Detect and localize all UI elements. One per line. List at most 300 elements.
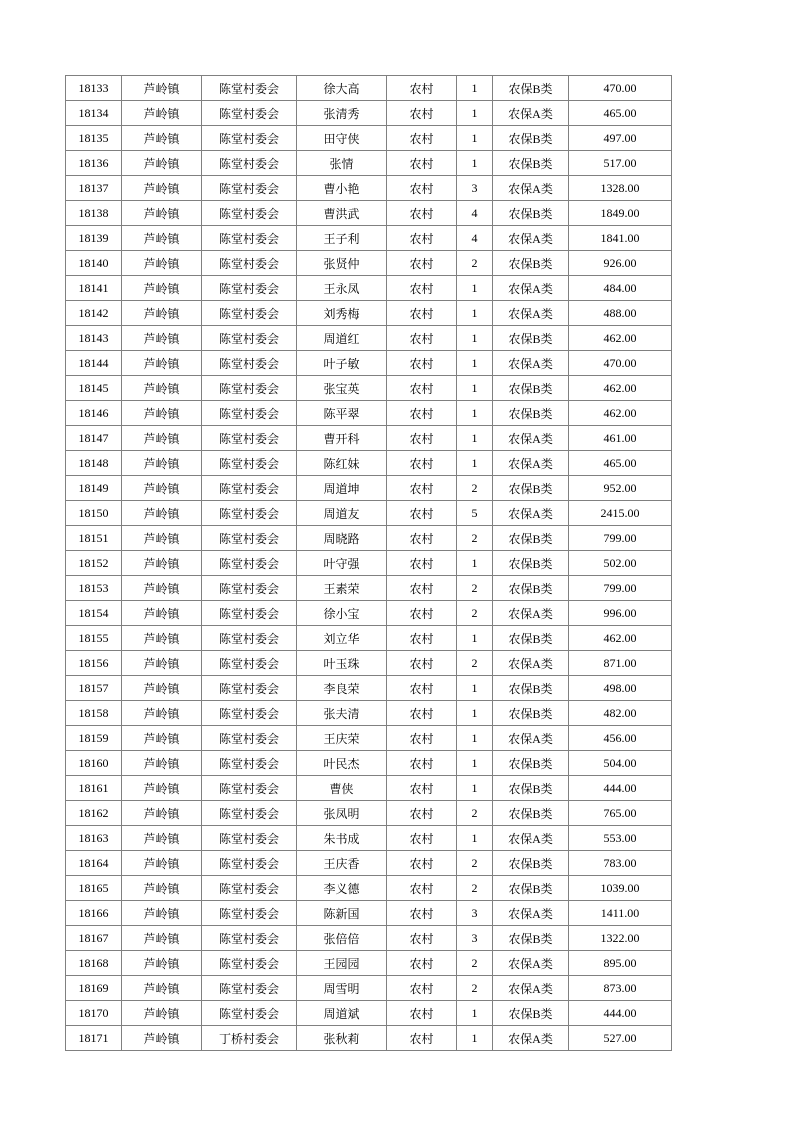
table-row [66,726,672,751]
insurance-category-cell: 农保B类 [493,551,569,576]
amount-cell: 465.00 [569,451,672,476]
serial-number-cell: 18164 [66,851,122,876]
person-name-cell: 张宝英 [297,376,387,401]
residence-type-cell: 农村 [387,276,457,301]
town-cell: 芦岭镇 [122,101,202,126]
residence-type-cell: 农村 [387,526,457,551]
village-committee-cell: 陈堂村委会 [202,276,297,301]
serial-number-cell: 18154 [66,601,122,626]
person-name-cell: 张凤明 [297,801,387,826]
person-name-cell: 王庆香 [297,851,387,876]
person-count-cell: 1 [457,726,493,751]
person-name-cell: 曹开科 [297,426,387,451]
serial-number-cell: 18141 [66,276,122,301]
town-cell: 芦岭镇 [122,826,202,851]
person-name-cell: 徐小宝 [297,601,387,626]
person-name-cell: 张贤仲 [297,251,387,276]
insurance-category-cell: 农保A类 [493,726,569,751]
table-row [66,476,672,501]
insurance-category-cell: 农保B类 [493,476,569,501]
payment-table [65,75,672,1051]
serial-number-cell: 18163 [66,826,122,851]
table-row [66,626,672,651]
residence-type-cell: 农村 [387,926,457,951]
amount-cell: 456.00 [569,726,672,751]
residence-type-cell: 农村 [387,651,457,676]
residence-type-cell: 农村 [387,676,457,701]
insurance-category-cell: 农保B类 [493,676,569,701]
insurance-category-cell: 农保A类 [493,826,569,851]
residence-type-cell: 农村 [387,601,457,626]
amount-cell: 871.00 [569,651,672,676]
town-cell: 芦岭镇 [122,526,202,551]
table-row [66,326,672,351]
amount-cell: 1841.00 [569,226,672,251]
amount-cell: 952.00 [569,476,672,501]
amount-cell: 1411.00 [569,901,672,926]
village-committee-cell: 陈堂村委会 [202,426,297,451]
amount-cell: 799.00 [569,576,672,601]
village-committee-cell: 陈堂村委会 [202,976,297,1001]
amount-cell: 444.00 [569,776,672,801]
village-committee-cell: 陈堂村委会 [202,1001,297,1026]
table-row [66,601,672,626]
town-cell: 芦岭镇 [122,126,202,151]
table-row [66,651,672,676]
residence-type-cell: 农村 [387,351,457,376]
residence-type-cell: 农村 [387,776,457,801]
amount-cell: 462.00 [569,626,672,651]
person-count-cell: 1 [457,701,493,726]
table-row [66,176,672,201]
person-name-cell: 曹侠 [297,776,387,801]
village-committee-cell: 陈堂村委会 [202,476,297,501]
serial-number-cell: 18170 [66,1001,122,1026]
residence-type-cell: 农村 [387,1001,457,1026]
table-row [66,926,672,951]
residence-type-cell: 农村 [387,951,457,976]
serial-number-cell: 18135 [66,126,122,151]
amount-cell: 461.00 [569,426,672,451]
village-committee-cell: 陈堂村委会 [202,901,297,926]
person-name-cell: 张清秀 [297,101,387,126]
amount-cell: 470.00 [569,76,672,101]
insurance-category-cell: 农保A类 [493,501,569,526]
amount-cell: 527.00 [569,1026,672,1051]
village-committee-cell: 陈堂村委会 [202,801,297,826]
person-name-cell: 张秋莉 [297,1026,387,1051]
table-row [66,201,672,226]
residence-type-cell: 农村 [387,801,457,826]
table-row [66,851,672,876]
serial-number-cell: 18156 [66,651,122,676]
serial-number-cell: 18166 [66,901,122,926]
amount-cell: 2415.00 [569,501,672,526]
serial-number-cell: 18168 [66,951,122,976]
village-committee-cell: 陈堂村委会 [202,726,297,751]
amount-cell: 517.00 [569,151,672,176]
amount-cell: 895.00 [569,951,672,976]
town-cell: 芦岭镇 [122,451,202,476]
amount-cell: 1849.00 [569,201,672,226]
table-row [66,501,672,526]
person-count-cell: 1 [457,751,493,776]
person-count-cell: 1 [457,426,493,451]
table-row [66,376,672,401]
serial-number-cell: 18162 [66,801,122,826]
town-cell: 芦岭镇 [122,726,202,751]
residence-type-cell: 农村 [387,101,457,126]
town-cell: 芦岭镇 [122,276,202,301]
village-committee-cell: 陈堂村委会 [202,151,297,176]
person-count-cell: 2 [457,476,493,501]
table-row [66,276,672,301]
town-cell: 芦岭镇 [122,601,202,626]
amount-cell: 498.00 [569,676,672,701]
amount-cell: 873.00 [569,976,672,1001]
serial-number-cell: 18159 [66,726,122,751]
person-name-cell: 王永凤 [297,276,387,301]
person-name-cell: 叶民杰 [297,751,387,776]
person-name-cell: 周雪明 [297,976,387,1001]
person-count-cell: 2 [457,976,493,1001]
residence-type-cell: 农村 [387,976,457,1001]
insurance-category-cell: 农保A类 [493,426,569,451]
person-count-cell: 2 [457,851,493,876]
person-name-cell: 叶玉珠 [297,651,387,676]
person-count-cell: 3 [457,926,493,951]
residence-type-cell: 农村 [387,576,457,601]
town-cell: 芦岭镇 [122,951,202,976]
insurance-category-cell: 农保A类 [493,951,569,976]
amount-cell: 1328.00 [569,176,672,201]
residence-type-cell: 农村 [387,726,457,751]
residence-type-cell: 农村 [387,151,457,176]
residence-type-cell: 农村 [387,751,457,776]
amount-cell: 504.00 [569,751,672,776]
person-name-cell: 刘立华 [297,626,387,651]
amount-cell: 465.00 [569,101,672,126]
insurance-category-cell: 农保B类 [493,326,569,351]
person-name-cell: 王子利 [297,226,387,251]
amount-cell: 783.00 [569,851,672,876]
person-count-cell: 2 [457,876,493,901]
person-count-cell: 1 [457,76,493,101]
village-committee-cell: 陈堂村委会 [202,76,297,101]
town-cell: 芦岭镇 [122,551,202,576]
serial-number-cell: 18150 [66,501,122,526]
table-row [66,751,672,776]
insurance-category-cell: 农保A类 [493,976,569,1001]
insurance-category-cell: 农保B类 [493,751,569,776]
person-name-cell: 陈平翠 [297,401,387,426]
insurance-category-cell: 农保B类 [493,201,569,226]
town-cell: 芦岭镇 [122,76,202,101]
table-row [66,251,672,276]
village-committee-cell: 陈堂村委会 [202,676,297,701]
table-row [66,976,672,1001]
table-row [66,401,672,426]
village-committee-cell: 陈堂村委会 [202,626,297,651]
table-row [66,901,672,926]
town-cell: 芦岭镇 [122,326,202,351]
town-cell: 芦岭镇 [122,901,202,926]
person-name-cell: 李良荣 [297,676,387,701]
serial-number-cell: 18165 [66,876,122,901]
person-name-cell: 陈新国 [297,901,387,926]
residence-type-cell: 农村 [387,1026,457,1051]
person-name-cell: 周道斌 [297,1001,387,1026]
person-count-cell: 1 [457,126,493,151]
serial-number-cell: 18152 [66,551,122,576]
person-name-cell: 李义德 [297,876,387,901]
village-committee-cell: 陈堂村委会 [202,576,297,601]
table-row [66,951,672,976]
village-committee-cell: 陈堂村委会 [202,551,297,576]
town-cell: 芦岭镇 [122,151,202,176]
person-count-cell: 5 [457,501,493,526]
residence-type-cell: 农村 [387,326,457,351]
amount-cell: 996.00 [569,601,672,626]
serial-number-cell: 18133 [66,76,122,101]
person-name-cell: 周道友 [297,501,387,526]
amount-cell: 488.00 [569,301,672,326]
table-body [66,76,672,1051]
town-cell: 芦岭镇 [122,926,202,951]
table-row [66,526,672,551]
village-committee-cell: 丁桥村委会 [202,1026,297,1051]
person-name-cell: 朱书成 [297,826,387,851]
table-row [66,301,672,326]
person-count-cell: 1 [457,326,493,351]
person-name-cell: 周道红 [297,326,387,351]
residence-type-cell: 农村 [387,401,457,426]
village-committee-cell: 陈堂村委会 [202,401,297,426]
town-cell: 芦岭镇 [122,401,202,426]
amount-cell: 502.00 [569,551,672,576]
town-cell: 芦岭镇 [122,301,202,326]
person-name-cell: 张夫清 [297,701,387,726]
amount-cell: 1322.00 [569,926,672,951]
town-cell: 芦岭镇 [122,501,202,526]
person-name-cell: 周道坤 [297,476,387,501]
residence-type-cell: 农村 [387,176,457,201]
insurance-category-cell: 农保B类 [493,526,569,551]
insurance-category-cell: 农保A类 [493,1026,569,1051]
serial-number-cell: 18136 [66,151,122,176]
person-name-cell: 周晓路 [297,526,387,551]
serial-number-cell: 18143 [66,326,122,351]
village-committee-cell: 陈堂村委会 [202,101,297,126]
residence-type-cell: 农村 [387,701,457,726]
person-count-cell: 1 [457,1026,493,1051]
table-row [66,101,672,126]
amount-cell: 926.00 [569,251,672,276]
amount-cell: 470.00 [569,351,672,376]
amount-cell: 765.00 [569,801,672,826]
insurance-category-cell: 农保A类 [493,276,569,301]
person-count-cell: 1 [457,676,493,701]
table-row [66,576,672,601]
village-committee-cell: 陈堂村委会 [202,751,297,776]
residence-type-cell: 农村 [387,76,457,101]
serial-number-cell: 18137 [66,176,122,201]
residence-type-cell: 农村 [387,201,457,226]
person-count-cell: 1 [457,551,493,576]
table-row [66,551,672,576]
amount-cell: 484.00 [569,276,672,301]
person-count-cell: 4 [457,226,493,251]
insurance-category-cell: 农保B类 [493,401,569,426]
person-count-cell: 2 [457,951,493,976]
table-row [66,776,672,801]
serial-number-cell: 18160 [66,751,122,776]
town-cell: 芦岭镇 [122,801,202,826]
table-row [66,676,672,701]
table-row [66,151,672,176]
insurance-category-cell: 农保B类 [493,626,569,651]
village-committee-cell: 陈堂村委会 [202,226,297,251]
town-cell: 芦岭镇 [122,1001,202,1026]
person-count-cell: 1 [457,826,493,851]
insurance-category-cell: 农保B类 [493,376,569,401]
insurance-category-cell: 农保A类 [493,301,569,326]
village-committee-cell: 陈堂村委会 [202,176,297,201]
amount-cell: 462.00 [569,401,672,426]
serial-number-cell: 18157 [66,676,122,701]
town-cell: 芦岭镇 [122,776,202,801]
serial-number-cell: 18140 [66,251,122,276]
person-name-cell: 刘秀梅 [297,301,387,326]
amount-cell: 497.00 [569,126,672,151]
village-committee-cell: 陈堂村委会 [202,351,297,376]
insurance-category-cell: 农保B类 [493,801,569,826]
village-committee-cell: 陈堂村委会 [202,326,297,351]
person-count-cell: 1 [457,101,493,126]
residence-type-cell: 农村 [387,376,457,401]
table-row [66,1001,672,1026]
insurance-category-cell: 农保B类 [493,151,569,176]
village-committee-cell: 陈堂村委会 [202,876,297,901]
insurance-category-cell: 农保A类 [493,901,569,926]
person-count-cell: 1 [457,376,493,401]
residence-type-cell: 农村 [387,626,457,651]
amount-cell: 462.00 [569,376,672,401]
residence-type-cell: 农村 [387,226,457,251]
town-cell: 芦岭镇 [122,651,202,676]
table-row [66,451,672,476]
insurance-category-cell: 农保B类 [493,851,569,876]
village-committee-cell: 陈堂村委会 [202,526,297,551]
person-name-cell: 曹洪武 [297,201,387,226]
residence-type-cell: 农村 [387,851,457,876]
insurance-category-cell: 农保B类 [493,701,569,726]
person-name-cell: 张倍倍 [297,926,387,951]
town-cell: 芦岭镇 [122,426,202,451]
serial-number-cell: 18138 [66,201,122,226]
insurance-category-cell: 农保A类 [493,226,569,251]
table-row [66,76,672,101]
town-cell: 芦岭镇 [122,226,202,251]
person-count-cell: 1 [457,276,493,301]
residence-type-cell: 农村 [387,451,457,476]
serial-number-cell: 18155 [66,626,122,651]
person-name-cell: 田守侠 [297,126,387,151]
serial-number-cell: 18142 [66,301,122,326]
town-cell: 芦岭镇 [122,476,202,501]
person-name-cell: 王庆荣 [297,726,387,751]
village-committee-cell: 陈堂村委会 [202,701,297,726]
insurance-category-cell: 农保A类 [493,176,569,201]
town-cell: 芦岭镇 [122,876,202,901]
town-cell: 芦岭镇 [122,351,202,376]
insurance-category-cell: 农保A类 [493,601,569,626]
serial-number-cell: 18153 [66,576,122,601]
insurance-category-cell: 农保B类 [493,926,569,951]
village-committee-cell: 陈堂村委会 [202,301,297,326]
serial-number-cell: 18158 [66,701,122,726]
residence-type-cell: 农村 [387,251,457,276]
insurance-category-cell: 农保B类 [493,76,569,101]
insurance-category-cell: 农保B类 [493,126,569,151]
residence-type-cell: 农村 [387,551,457,576]
insurance-category-cell: 农保A类 [493,101,569,126]
town-cell: 芦岭镇 [122,576,202,601]
person-name-cell: 叶守强 [297,551,387,576]
serial-number-cell: 18151 [66,526,122,551]
town-cell: 芦岭镇 [122,376,202,401]
person-count-cell: 1 [457,401,493,426]
serial-number-cell: 18139 [66,226,122,251]
residence-type-cell: 农村 [387,301,457,326]
table-row [66,701,672,726]
serial-number-cell: 18145 [66,376,122,401]
residence-type-cell: 农村 [387,476,457,501]
person-name-cell: 张情 [297,151,387,176]
residence-type-cell: 农村 [387,826,457,851]
insurance-category-cell: 农保B类 [493,776,569,801]
insurance-category-cell: 农保A类 [493,451,569,476]
person-count-cell: 1 [457,351,493,376]
town-cell: 芦岭镇 [122,626,202,651]
amount-cell: 482.00 [569,701,672,726]
village-committee-cell: 陈堂村委会 [202,776,297,801]
person-name-cell: 徐大高 [297,76,387,101]
insurance-category-cell: 农保B类 [493,1001,569,1026]
town-cell: 芦岭镇 [122,251,202,276]
person-count-cell: 2 [457,651,493,676]
serial-number-cell: 18134 [66,101,122,126]
person-count-cell: 2 [457,251,493,276]
insurance-category-cell: 农保A类 [493,351,569,376]
person-count-cell: 3 [457,901,493,926]
serial-number-cell: 18148 [66,451,122,476]
town-cell: 芦岭镇 [122,976,202,1001]
insurance-category-cell: 农保A类 [493,651,569,676]
person-count-cell: 1 [457,776,493,801]
person-count-cell: 3 [457,176,493,201]
village-committee-cell: 陈堂村委会 [202,501,297,526]
person-name-cell: 曹小艳 [297,176,387,201]
table-row [66,226,672,251]
town-cell: 芦岭镇 [122,751,202,776]
serial-number-cell: 18167 [66,926,122,951]
person-name-cell: 王素荣 [297,576,387,601]
table-row [66,876,672,901]
village-committee-cell: 陈堂村委会 [202,201,297,226]
insurance-category-cell: 农保B类 [493,251,569,276]
insurance-category-cell: 农保B类 [493,576,569,601]
